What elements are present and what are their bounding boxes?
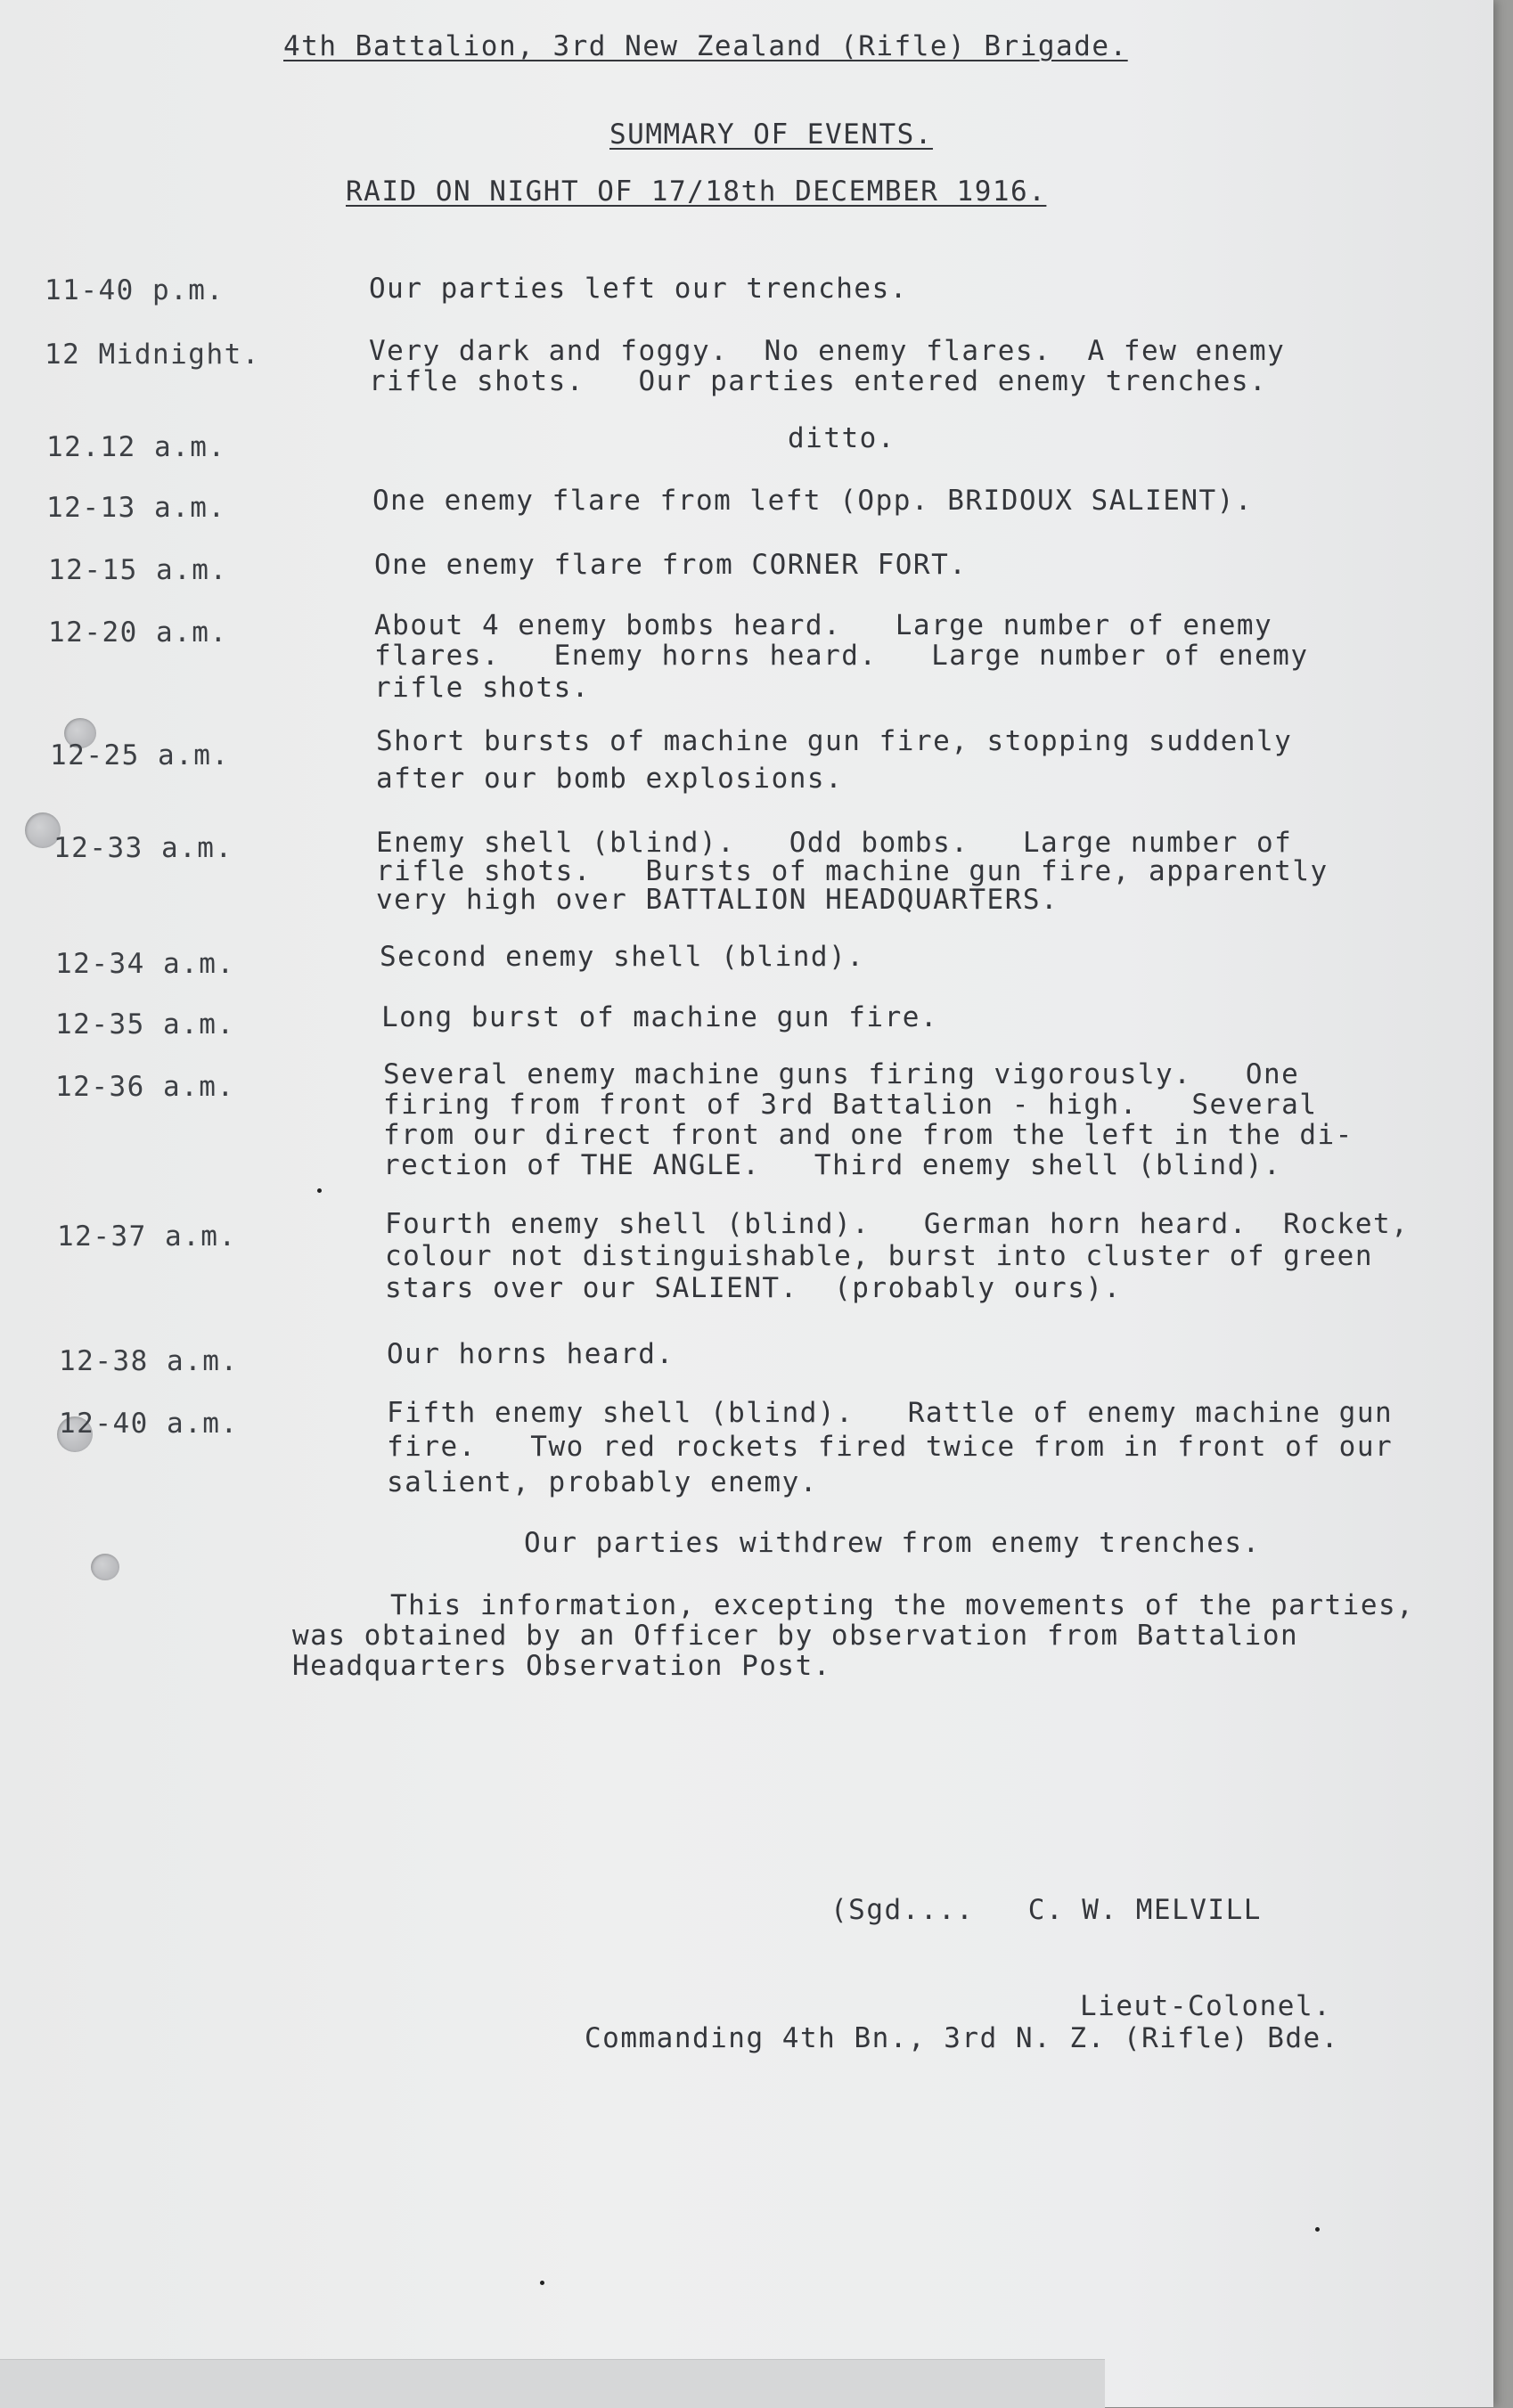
- event-line: Enemy shell (blind). Odd bombs. Large number of: [376, 827, 1293, 859]
- signature-command: Commanding 4th Bn., 3rd N. Z. (Rifle) Bde.: [585, 2022, 1339, 2054]
- event-line: flares. Enemy horns heard. Large number of enemy: [374, 640, 1309, 672]
- event-time: 12-25 a.m.: [50, 739, 230, 771]
- event-line: Fifth enemy shell (blind). Rattle of enemy machine gun: [387, 1397, 1394, 1429]
- event-line: stars over our SALIENT. (probably ours).: [385, 1272, 1122, 1304]
- event-line: One enemy flare from CORNER FORT.: [374, 549, 968, 581]
- event-time: 12-13 a.m.: [46, 492, 226, 524]
- unit-heading: 4th Battalion, 3rd New Zealand (Rifle) Brigade.: [283, 30, 1128, 62]
- event-line: after our bomb explosions.: [376, 763, 844, 795]
- note-line: was obtained by an Officer by observation from Battalion: [292, 1620, 1299, 1652]
- event-line: firing from front of 3rd Battalion - high. Several: [383, 1089, 1318, 1121]
- event-line: One enemy flare from left (Opp. BRIDOUX SALIENT).: [372, 485, 1254, 517]
- event-time: 12-34 a.m.: [55, 948, 235, 980]
- event-line: Short bursts of machine gun fire, stopping suddenly: [376, 725, 1293, 757]
- event-line: rifle shots. Our parties entered enemy trenches.: [369, 365, 1268, 397]
- event-time: 12-36 a.m.: [55, 1071, 235, 1103]
- event-time: 12 Midnight.: [45, 339, 260, 371]
- punch-hole: [91, 1554, 119, 1580]
- paper-speck: [1315, 2227, 1320, 2232]
- event-line: Second enemy shell (blind).: [380, 941, 865, 973]
- signature-name: (Sgd.... C. W. MELVILL: [830, 1894, 1262, 1926]
- event-line: from our direct front and one from the left in the di-: [383, 1119, 1354, 1151]
- event-line: very high over BATTALION HEADQUARTERS.: [376, 884, 1059, 916]
- event-time: 12-15 a.m.: [48, 554, 228, 586]
- summary-title: SUMMARY OF EVENTS.: [609, 118, 933, 151]
- event-line: Long burst of machine gun fire.: [381, 1001, 939, 1033]
- note-line: Headquarters Observation Post.: [292, 1650, 831, 1682]
- event-line: ditto.: [788, 422, 896, 454]
- event-line: rection of THE ANGLE. Third enemy shell (blind).: [383, 1149, 1282, 1181]
- signature-rank: Lieut-Colonel.: [1080, 1990, 1332, 2022]
- event-line: Several enemy machine guns firing vigorously. One: [383, 1058, 1300, 1090]
- event-time: 12.12 a.m.: [46, 431, 226, 463]
- withdrawal-line: Our parties withdrew from enemy trenches.: [524, 1527, 1261, 1559]
- event-line: Our horns heard.: [387, 1338, 675, 1370]
- event-line: salient, probably enemy.: [387, 1466, 818, 1498]
- paper-speck: [317, 1188, 322, 1193]
- raid-subtitle: RAID ON NIGHT OF 17/18th DECEMBER 1916.: [346, 175, 1047, 208]
- event-time: 12-33 a.m.: [53, 832, 233, 864]
- event-time: 12-38 a.m.: [59, 1345, 239, 1377]
- event-time: 12-40 a.m.: [59, 1408, 239, 1440]
- event-time: 12-20 a.m.: [48, 616, 228, 649]
- event-line: fire. Two red rockets fired twice from in front of our: [387, 1431, 1394, 1463]
- event-line: Our parties left our trenches.: [369, 273, 908, 305]
- note-line: This information, excepting the movements of the parties,: [390, 1589, 1415, 1621]
- event-line: About 4 enemy bombs heard. Large number of enemy: [374, 609, 1273, 641]
- event-line: colour not distinguishable, burst into cluster of green: [385, 1240, 1373, 1272]
- event-time: 11-40 p.m.: [45, 274, 225, 306]
- event-time: 12-37 a.m.: [57, 1220, 237, 1253]
- scanner-strip: [0, 2359, 1105, 2408]
- event-line: rifle shots. Bursts of machine gun fire, apparently: [376, 855, 1329, 887]
- paper-speck: [540, 2281, 544, 2285]
- event-line: Fourth enemy shell (blind). German horn heard. Rocket,: [385, 1208, 1410, 1240]
- event-line: rifle shots.: [374, 672, 590, 704]
- event-line: Very dark and foggy. No enemy flares. A few enemy: [369, 335, 1286, 367]
- event-time: 12-35 a.m.: [55, 1008, 235, 1041]
